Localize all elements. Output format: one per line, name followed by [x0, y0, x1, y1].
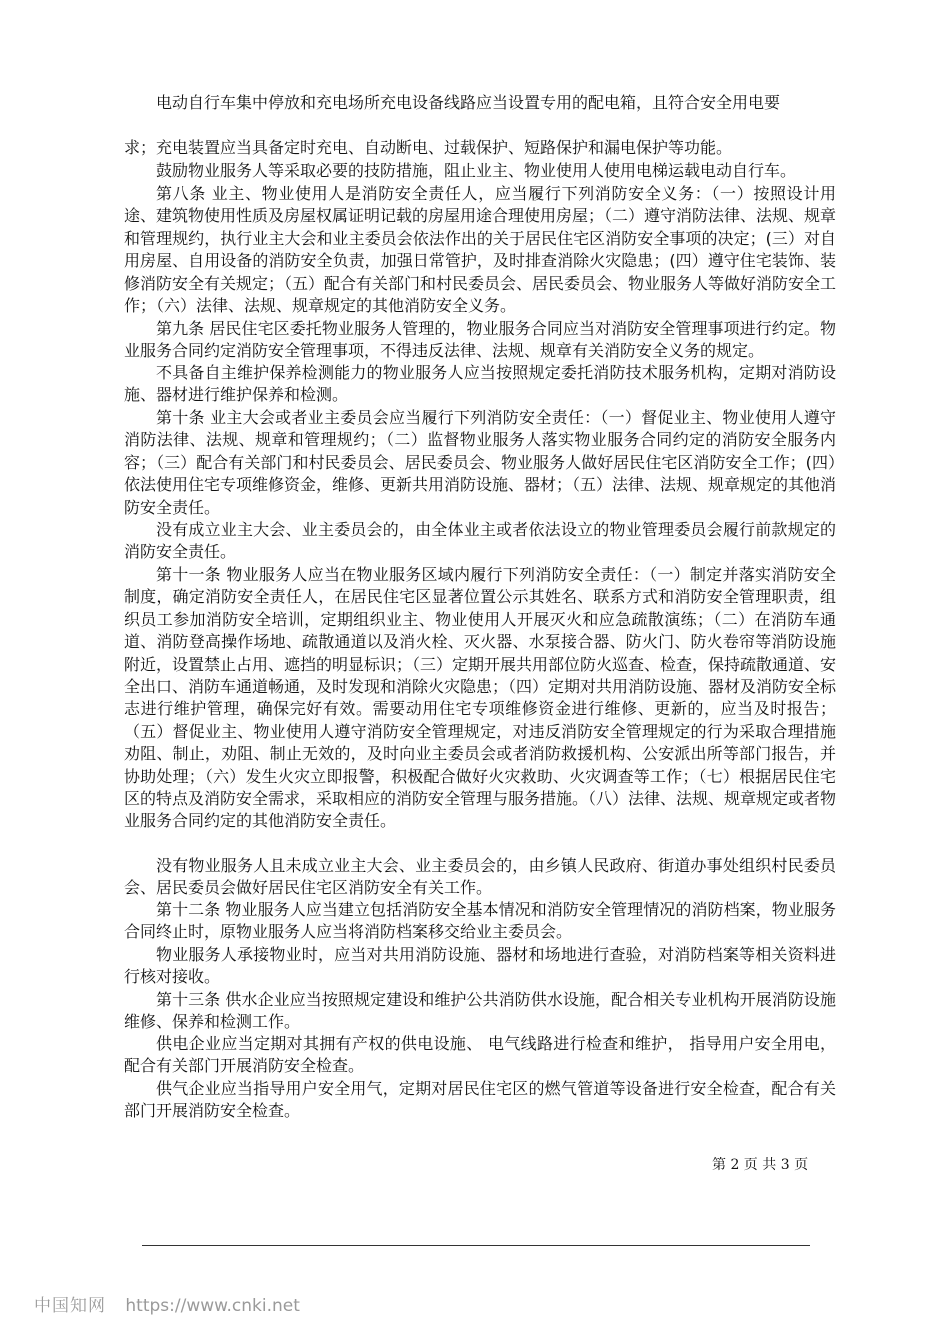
paragraph-article-10: 第十条 业主大会或者业主委员会应当履行下列消防安全责任：（一）督促业主、物业使用人遵守消防法律、法规、规章和管理规约；（二）监督物业服务人落实物业服务合同约定的消防安全服务内容；（三）配合有关部门和村民委员会、居民委员会、物业服务人做好居民住宅区消防安全工作；(四）依法使用住宅专项维修资金，维修、更新共用消防设施、器材；（五）法律、法规、规章规定的其他消防安全责任。 [124, 408, 837, 517]
paragraph-continuation-line-1: 电动自行车集中停放和充电场所充电设备线路应当设置专用的配电箱，且符合安全用电要 [156, 93, 781, 112]
paragraph-gas-supply: 供气企业应当指导用户安全用气，定期对居民住宅区的燃气管道等设备进行安全检查，配合有关部门开展消防安全检查。 [124, 1079, 836, 1121]
paragraph-property-handover: 物业服务人承接物业时，应当对共用消防设施、器材和场地进行查验，对消防档案等相关资料进行核对接收。 [124, 945, 836, 987]
watermark-site-name: 中国知网 [34, 1296, 106, 1316]
paragraph-continuation-line-2: 求；充电装置应当具备定时充电、自动断电、过载保护、短路保护和漏电保护等功能。 [124, 138, 733, 157]
paragraph-no-owners-assembly: 没有成立业主大会、业主委员会的，由全体业主或者依法设立的物业管理委员会履行前款规定的消防安全责任。 [124, 520, 836, 562]
footer-divider [142, 1245, 810, 1246]
paragraph-article-8: 第八条 业主、物业使用人是消防安全责任人，应当履行下列消防安全义务：（一）按照设计用途、建筑物使用性质及房屋权属证明记载的房屋用途合理使用房屋；（二）遵守消防法律、法规、规章和管理规约，执行业主大会和业主委员会依法作出的关于居民住宅区消防安全事项的决定；(三）对自用房屋、自用设备的消防安全负责，加强日常管护，及时排查消除火灾隐患；(四）遵守住宅装饰、装修消防安全有关规定；（五）配合有关部门和村民委员会、居民委员会、物业服务人等做好消防安全工作；（六）法律、法规、规章规定的其他消防安全义务。 [124, 184, 837, 316]
paragraph-maintenance-delegation: 不具备自主维护保养检测能力的物业服务人应当按照规定委托消防技术服务机构，定期对消防设施、器材进行维护保养和检测。 [124, 363, 836, 405]
paragraph-ebike-elevator: 鼓励物业服务人等采取必要的技防措施，阻止业主、物业使用人使用电梯运载电动自行车。 [156, 161, 797, 180]
cnki-watermark [34, 1294, 300, 1318]
paragraph-no-property-service: 没有物业服务人且未成立业主大会、业主委员会的，由乡镇人民政府、街道办事处组织村民委员会、居民委员会做好居民住宅区消防安全有关工作。 [124, 856, 836, 898]
paragraph-article-11: 第十一条 物业服务人应当在物业服务区域内履行下列消防安全责任：（一）制定并落实消防安全制度，确定消防安全责任人，在居民住宅区显著位置公示其姓名、联系方式和消防安全管理职责，组织员工参加消防安全培训，定期组织业主、物业使用人开展灭火和应急疏散演练；（二）在消防车通道、消防登高操作场地、疏散通道以及消火栓、灭火器、水泵接合器、防火门、防火卷帘等消防设施附近，设置禁止占用、遮挡的明显标识；（三）定期开展共用部位防火巡查、检查，保持疏散通道、安全出口、消防车通道畅通，及时发现和消除火灾隐患；（四）定期对共用消防设施、器材及消防安全标志进行维护管理，确保完好有效。需要动用住宅专项维修资金进行维修、更新的，应当及时报告；（五）督促业主、物业使用人遵守消防安全管理规定，对违反消防安全管理规定的行为采取合理措施劝阻、制止，劝阻、制止无效的，及时向业主委员会或者消防救援机构、公安派出所等部门报告，并协助处理；（六）发生火灾立即报警，积极配合做好火灾救助、火灾调查等工作；（七）根据居民住宅区的特点及消防安全需求，采取相应的消防安全管理与服务措施。（八）法律、法规、规章规定或者物业服务合同约定的其他消防安全责任。 [124, 565, 837, 831]
paragraph-article-9: 第九条 居民住宅区委托物业服务人管理的，物业服务合同应当对消防安全管理事项进行约定。物业服务合同约定消防安全管理事项，不得违反法律、法规、规章有关消防安全义务的规定。 [124, 319, 836, 361]
paragraph-article-12: 第十二条 物业服务人应当建立包括消防安全基本情况和消防安全管理情况的消防档案，物业服务合同终止时，原物业服务人应当将消防档案移交给业主委员会。 [124, 900, 836, 942]
page-number: 第 2 页 共 3 页 [712, 1157, 809, 1173]
paragraph-power-supply: 供电企业应当定期对其拥有产权的供电设施、 电气线路进行检查和维护， 指导用户安全用电，配合有关部门开展消防安全检查。 [124, 1034, 836, 1076]
paragraph-article-13: 第十三条 供水企业应当按照规定建设和维护公共消防供水设施，配合相关专业机构开展消防设施维修、保养和检测工作。 [124, 990, 836, 1032]
watermark-url: https://www.cnki.net [125, 1296, 300, 1316]
